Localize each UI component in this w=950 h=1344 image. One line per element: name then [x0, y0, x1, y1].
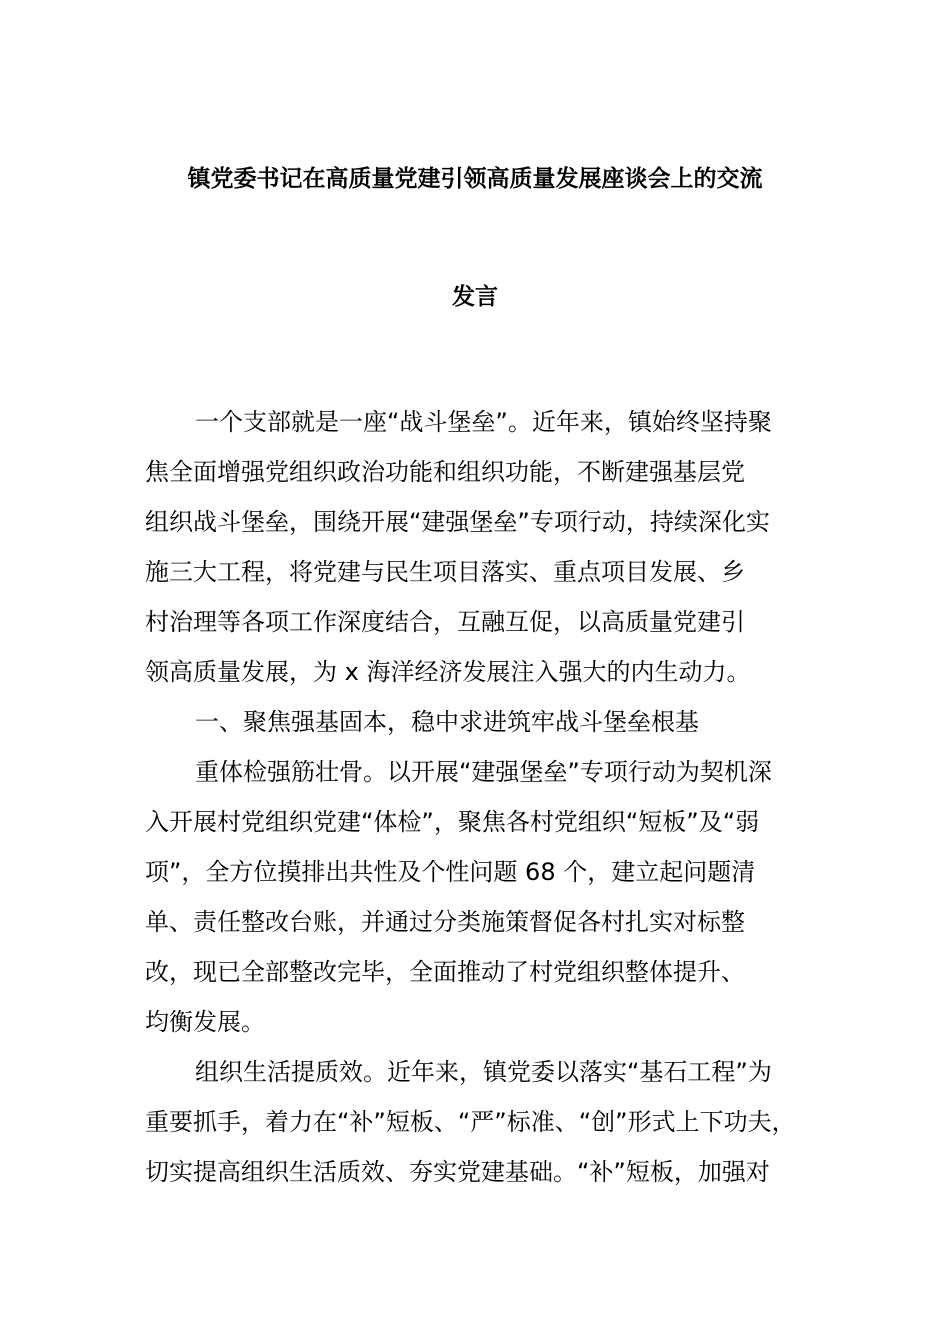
paragraph-line: 单、责任整改台账，并通过分类施策督促各村扎实对标整: [145, 908, 745, 936]
document-body: [145, 402, 845, 1202]
paragraph-line: 施三大工程，将党建与民生项目落实、重点项目发展、乡: [145, 558, 745, 586]
paragraph-line: 一个支部就是一座“战斗堡垒”。近年来，镇始终坚持聚: [195, 408, 772, 436]
paragraph-line: 入开展村党组织党建“体检”，聚焦各村党组织“短板”及“弱: [145, 808, 760, 836]
section-heading: 一、聚焦强基固本，稳中求进筑牢战斗堡垒根基: [195, 708, 699, 736]
paragraph-line: 均衡发展。: [145, 1008, 265, 1036]
paragraph-line: 项”，全方位摸排出共性及个性问题 68 个，建立起问题清: [145, 858, 756, 886]
document-title-line-2: 发言: [452, 284, 498, 310]
paragraph-line: 重体检强筋壮骨。以开展“建强堡垒”专项行动为契机深: [195, 758, 772, 786]
paragraph-line: 组织生活提质效。近年来，镇党委以落实“基石工程”为: [195, 1058, 772, 1086]
paragraph-line: 切实提高组织生活质效、夯实党建基础。“补”短板，加强对: [145, 1158, 770, 1186]
paragraph-line: 领高质量发展，为 x 海洋经济发展注入强大的内生动力。: [145, 658, 751, 686]
paragraph-line: 组织战斗堡垒，围绕开展“建强堡垒”专项行动，持续深化实: [145, 508, 770, 536]
paragraph-line: 重要抓手，着力在“补”短板、“严”标准、“创”形式上下功夫，: [145, 1108, 796, 1136]
document-title-line-1: 镇党委书记在高质量党建引领高质量发展座谈会上的交流: [187, 166, 763, 192]
paragraph-line: 村治理等各项工作深度结合，互融互促，以高质量党建引: [145, 608, 745, 636]
paragraph-line: 焦全面增强党组织政治功能和组织功能，不断建强基层党: [145, 458, 745, 486]
paragraph-line: 改，现已全部整改完毕，全面推动了村党组织整体提升、: [145, 958, 745, 986]
